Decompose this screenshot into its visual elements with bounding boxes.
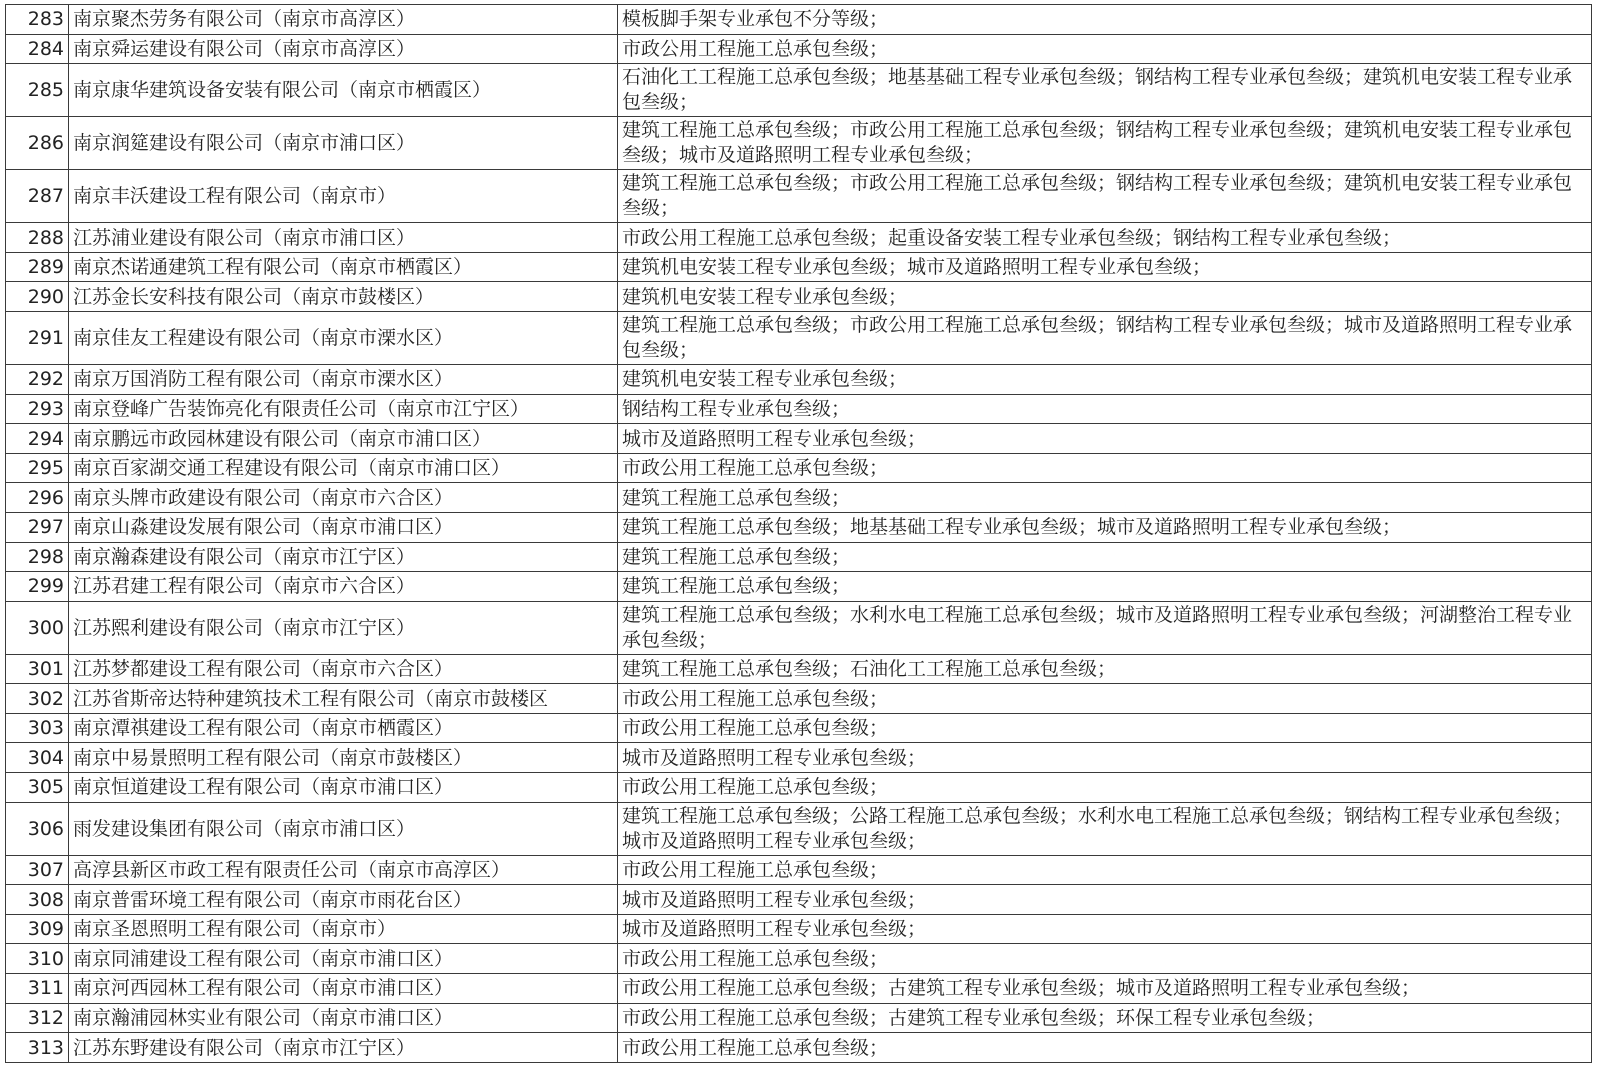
table-row [6,974,1592,1004]
row-number: 306 [6,802,69,855]
qualification-text: 城市及道路照明工程专业承包叁级； [618,914,1592,944]
company-name: 南京丰沃建设工程有限公司（南京市） [69,170,618,223]
qualification-text: 市政公用工程施工总承包叁级； [618,944,1592,974]
qualification-text: 模板脚手架专业承包不分等级； [618,5,1592,35]
row-number: 287 [6,170,69,223]
table-row [6,684,1592,714]
row-number: 299 [6,572,69,602]
qualification-text: 市政公用工程施工总承包叁级； [618,34,1592,64]
qualification-text: 建筑工程施工总承包叁级；水利水电工程施工总承包叁级；城市及道路照明工程专业承包叁级；河湖整治工程专业承包叁级； [618,601,1592,654]
qualification-text: 建筑工程施工总承包叁级；公路工程施工总承包叁级；水利水电工程施工总承包叁级；钢结构工程专业承包叁级；城市及道路照明工程专业承包叁级； [618,802,1592,855]
row-number: 311 [6,974,69,1004]
row-number: 308 [6,885,69,915]
company-name: 南京瀚森建设有限公司（南京市江宁区） [69,542,618,572]
qualification-text: 城市及道路照明工程专业承包叁级； [618,885,1592,915]
table-row [6,713,1592,743]
company-name: 南京润筵建设有限公司（南京市浦口区） [69,117,618,170]
company-name: 江苏君建工程有限公司（南京市六合区） [69,572,618,602]
table-row [6,654,1592,684]
qualification-text: 石油化工工程施工总承包叁级；地基基础工程专业承包叁级；钢结构工程专业承包叁级；建筑机电安装工程专业承包叁级； [618,64,1592,117]
company-name: 南京恒道建设工程有限公司（南京市浦口区） [69,773,618,803]
row-number: 291 [6,312,69,365]
row-number: 292 [6,365,69,395]
company-name: 江苏金长安科技有限公司（南京市鼓楼区） [69,282,618,312]
row-number: 298 [6,542,69,572]
company-name: 江苏省斯帝达特种建筑技术工程有限公司（南京市鼓楼区 [69,684,618,714]
row-number: 289 [6,252,69,282]
table-row [6,453,1592,483]
row-number: 297 [6,512,69,542]
company-name: 南京山淼建设发展有限公司（南京市浦口区） [69,512,618,542]
table-row [6,34,1592,64]
qualification-text: 建筑工程施工总承包叁级；市政公用工程施工总承包叁级；钢结构工程专业承包叁级；城市及道路照明工程专业承包叁级； [618,312,1592,365]
qualification-text: 市政公用工程施工总承包叁级； [618,1033,1592,1063]
company-name: 江苏熙利建设有限公司（南京市江宁区） [69,601,618,654]
company-name: 南京圣恩照明工程有限公司（南京市） [69,914,618,944]
table-row [6,944,1592,974]
qualification-text: 市政公用工程施工总承包叁级； [618,453,1592,483]
row-number: 307 [6,855,69,885]
table-row [6,170,1592,223]
table-row [6,601,1592,654]
table-row [6,312,1592,365]
qualification-text: 建筑机电安装工程专业承包叁级；城市及道路照明工程专业承包叁级； [618,252,1592,282]
table-row [6,1033,1592,1063]
company-name: 高淳县新区市政工程有限责任公司（南京市高淳区） [69,855,618,885]
table-row [6,572,1592,602]
qualification-text: 建筑机电安装工程专业承包叁级； [618,282,1592,312]
qualification-text: 市政公用工程施工总承包叁级； [618,773,1592,803]
row-number: 301 [6,654,69,684]
table-row [6,743,1592,773]
table-row [6,483,1592,513]
row-number: 310 [6,944,69,974]
row-number: 290 [6,282,69,312]
table-row [6,542,1592,572]
table-row [6,1003,1592,1033]
row-number: 295 [6,453,69,483]
row-number: 286 [6,117,69,170]
table-row [6,365,1592,395]
company-name: 南京鹏远市政园林建设有限公司（南京市浦口区） [69,424,618,454]
qualification-text: 市政公用工程施工总承包叁级；古建筑工程专业承包叁级；环保工程专业承包叁级； [618,1003,1592,1033]
qualification-text: 建筑工程施工总承包叁级； [618,483,1592,513]
table-row [6,394,1592,424]
row-number: 283 [6,5,69,35]
row-number: 312 [6,1003,69,1033]
qualification-text: 市政公用工程施工总承包叁级； [618,684,1592,714]
company-name: 南京佳友工程建设有限公司（南京市溧水区） [69,312,618,365]
qualification-table [5,4,1592,1063]
qualification-text: 建筑工程施工总承包叁级；石油化工工程施工总承包叁级； [618,654,1592,684]
table-body [6,5,1592,1063]
qualification-text: 城市及道路照明工程专业承包叁级； [618,424,1592,454]
qualification-text: 市政公用工程施工总承包叁级； [618,855,1592,885]
row-number: 288 [6,223,69,253]
qualification-text: 钢结构工程专业承包叁级； [618,394,1592,424]
table-row [6,424,1592,454]
row-number: 285 [6,64,69,117]
qualification-text: 市政公用工程施工总承包叁级；古建筑工程专业承包叁级；城市及道路照明工程专业承包叁级； [618,974,1592,1004]
table-row [6,802,1592,855]
row-number: 284 [6,34,69,64]
row-number: 304 [6,743,69,773]
qualification-text: 建筑工程施工总承包叁级； [618,542,1592,572]
table-row [6,64,1592,117]
company-name: 南京瀚浦园林实业有限公司（南京市浦口区） [69,1003,618,1033]
company-name: 南京中易景照明工程有限公司（南京市鼓楼区） [69,743,618,773]
qualification-text: 建筑工程施工总承包叁级；市政公用工程施工总承包叁级；钢结构工程专业承包叁级；建筑机电安装工程专业承包叁级； [618,170,1592,223]
company-name: 南京康华建筑设备安装有限公司（南京市栖霞区） [69,64,618,117]
company-name: 南京潭祺建设工程有限公司（南京市栖霞区） [69,713,618,743]
table-row [6,885,1592,915]
row-number: 293 [6,394,69,424]
table-row [6,5,1592,35]
qualification-text: 市政公用工程施工总承包叁级； [618,713,1592,743]
company-name: 雨发建设集团有限公司（南京市浦口区） [69,802,618,855]
row-number: 296 [6,483,69,513]
row-number: 294 [6,424,69,454]
company-name: 南京登峰广告装饰亮化有限责任公司（南京市江宁区） [69,394,618,424]
row-number: 302 [6,684,69,714]
qualification-text: 建筑机电安装工程专业承包叁级； [618,365,1592,395]
table-row [6,512,1592,542]
table-row [6,855,1592,885]
company-name: 南京头牌市政建设有限公司（南京市六合区） [69,483,618,513]
company-name: 南京舜运建设有限公司（南京市高淳区） [69,34,618,64]
company-name: 南京杰诺通建筑工程有限公司（南京市栖霞区） [69,252,618,282]
qualification-text: 城市及道路照明工程专业承包叁级； [618,743,1592,773]
row-number: 309 [6,914,69,944]
table-row [6,282,1592,312]
row-number: 305 [6,773,69,803]
table-row [6,773,1592,803]
table-row [6,252,1592,282]
row-number: 303 [6,713,69,743]
row-number: 300 [6,601,69,654]
table-row [6,117,1592,170]
company-name: 江苏浦业建设有限公司（南京市浦口区） [69,223,618,253]
qualification-text: 市政公用工程施工总承包叁级；起重设备安装工程专业承包叁级；钢结构工程专业承包叁级； [618,223,1592,253]
company-name: 南京百家湖交通工程建设有限公司（南京市浦口区） [69,453,618,483]
company-name: 南京河西园林工程有限公司（南京市浦口区） [69,974,618,1004]
company-name: 南京同浦建设工程有限公司（南京市浦口区） [69,944,618,974]
qualification-text: 建筑工程施工总承包叁级；地基基础工程专业承包叁级；城市及道路照明工程专业承包叁级； [618,512,1592,542]
row-number: 313 [6,1033,69,1063]
qualification-text: 建筑工程施工总承包叁级； [618,572,1592,602]
table-row [6,223,1592,253]
company-name: 江苏东野建设有限公司（南京市江宁区） [69,1033,618,1063]
company-name: 南京万国消防工程有限公司（南京市溧水区） [69,365,618,395]
company-name: 南京普雷环境工程有限公司（南京市雨花台区） [69,885,618,915]
table-row [6,914,1592,944]
qualification-text: 建筑工程施工总承包叁级；市政公用工程施工总承包叁级；钢结构工程专业承包叁级；建筑机电安装工程专业承包叁级；城市及道路照明工程专业承包叁级； [618,117,1592,170]
company-name: 江苏梦都建设工程有限公司（南京市六合区） [69,654,618,684]
company-name: 南京聚杰劳务有限公司（南京市高淳区） [69,5,618,35]
